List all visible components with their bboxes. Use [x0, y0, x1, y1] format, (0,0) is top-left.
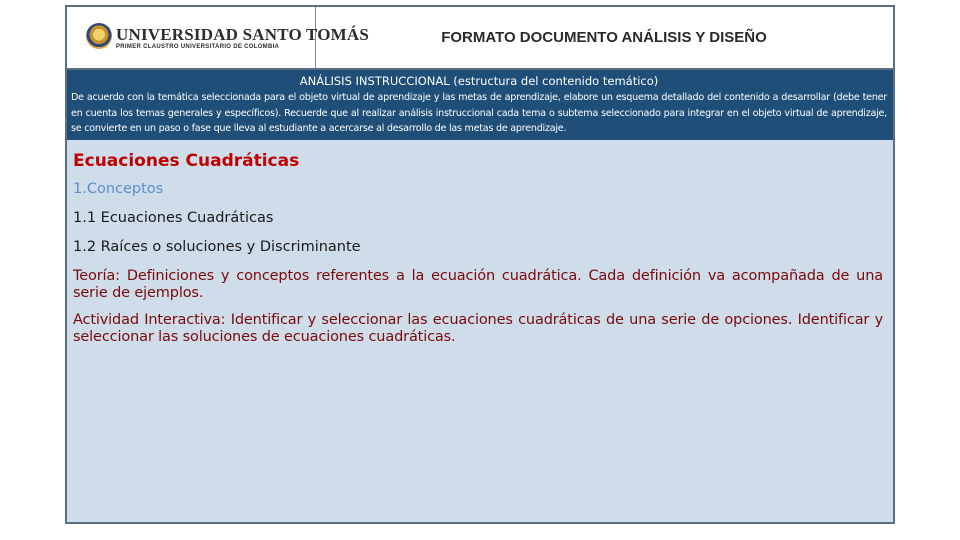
topic-title: Ecuaciones Cuadráticas: [73, 151, 300, 171]
university-seal-icon: [86, 23, 112, 49]
university-name: UNIVERSIDAD SANTO TOMÁS: [116, 25, 370, 44]
section-title: ANÁLISIS INSTRUCCIONAL (estructura del contenido temático): [299, 74, 659, 88]
concepts-heading: 1.Conceptos: [73, 181, 164, 197]
concept-item: 1.1 Ecuaciones Cuadráticas: [73, 210, 274, 226]
format-title: FORMATO DOCUMENTO ANÁLISIS Y DISEÑO: [441, 29, 767, 46]
document-header: [67, 7, 893, 70]
document-frame: [65, 5, 895, 524]
section-instructions: De acuerdo con la temática seleccionada para el objeto virtual de aprendizaje y las metas de aprendizaje, elabore un esquema detallado del contenido a desarrollar (debe tener en cuenta los temas generales y específicos). Recuerde que al realizar análisis instruccional cada tema o subtema seleccionado para integrar en el objeto virtual de aprendizaje, se convierte en un paso o fase que lleva al estudiante a acercarse al desarrollo de las metas de aprendizaje.: [71, 92, 887, 134]
activity-paragraph: Actividad Interactiva: Identificar y seleccionar las ecuaciones cuadráticas de una serie de opciones. Identificar y seleccionar las soluciones de ecuaciones cuadráticas.: [73, 312, 883, 345]
instructions-band: [67, 70, 893, 140]
content-area: [67, 140, 893, 522]
theory-paragraph: Teoría: Definiciones y conceptos referentes a la ecuación cuadrática. Cada definición va acompañada de una serie de ejemplos.: [73, 268, 883, 301]
university-subtitle: PRIMER CLAUSTRO UNIVERSITARIO DE COLOMBIA: [116, 44, 280, 50]
concept-item: 1.2 Raíces o soluciones y Discriminante: [73, 239, 361, 255]
university-logo: [67, 7, 370, 68]
